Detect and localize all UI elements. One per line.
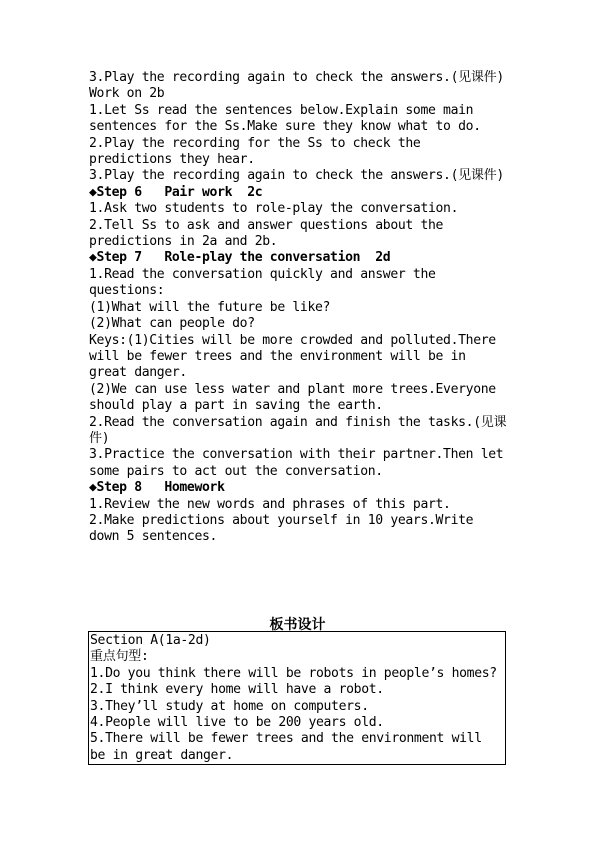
question-line: (1)What will the future be like?: [89, 299, 331, 315]
board-section-label: Section A(1a-2d): [90, 633, 211, 648]
instruction-line: 1.Let Ss read the sentences below.Explain some main sentences for the Ss.Make sure they know what to do.: [89, 102, 481, 135]
subheading-work-on-2b: Work on 2b: [89, 86, 165, 102]
lesson-steps: [89, 70, 511, 546]
homework-line: 2.Make predictions about yourself in 10 years.Write down 5 sentences.: [89, 512, 481, 545]
instruction-line: 1.Ask two students to role-play the conversation.: [89, 201, 459, 217]
homework-line: 1.Review the new words and phrases of this part.: [89, 496, 451, 512]
board-sentence: 1.Do you think there will be robots in people’s homes?: [90, 665, 497, 681]
step-7-heading: ◆Step 7 Role-play the conversation 2d: [89, 250, 391, 266]
question-line: (2)What can people do?: [89, 316, 255, 332]
instruction-line: 1.Read the conversation quickly and answer the questions:: [89, 266, 444, 299]
instruction-line: 3.Play the recording again to check the answers.(见课件): [89, 70, 504, 85]
board-design-title: 板书设计: [269, 617, 326, 633]
board-sentence: 4.People will live to be 200 years old.: [90, 715, 384, 731]
answer-key-line: Keys:(1)Cities will be more crowded and polluted.There will be fewer trees and the environment will be in great danger.: [89, 332, 504, 381]
instruction-line: 2.Tell Ss to ask and answer questions about the predictions in 2a and 2b.: [89, 217, 451, 250]
instruction-line: 2.Read the conversation again and finish the tasks.(见课件): [89, 414, 507, 446]
answer-key-line: (2)We can use less water and plant more trees.Everyone should play a part in saving the earth.: [89, 381, 504, 414]
instruction-line: 2.Play the recording for the Ss to check the predictions they hear.: [89, 135, 429, 168]
step-8-heading: ◆Step 8 Homework: [89, 480, 225, 496]
board-sentence: 2.I think every home will have a robot.: [90, 682, 384, 698]
step-6-heading: ◆Step 6 Pair work 2c: [89, 184, 263, 200]
board-key-sentences-label: 重点句型:: [90, 649, 149, 665]
board-sentence: 5.There will be fewer trees and the environment will be in great danger.: [90, 731, 490, 763]
instruction-line: 3.Play the recording again to check the answers.(见课件): [89, 168, 504, 184]
board-design-box: [88, 631, 506, 765]
board-sentence: 3.They’ll study at home on computers.: [90, 698, 369, 714]
instruction-line: 3.Practice the conversation with their partner.Then let some pairs to act out the conversation.: [89, 447, 511, 479]
